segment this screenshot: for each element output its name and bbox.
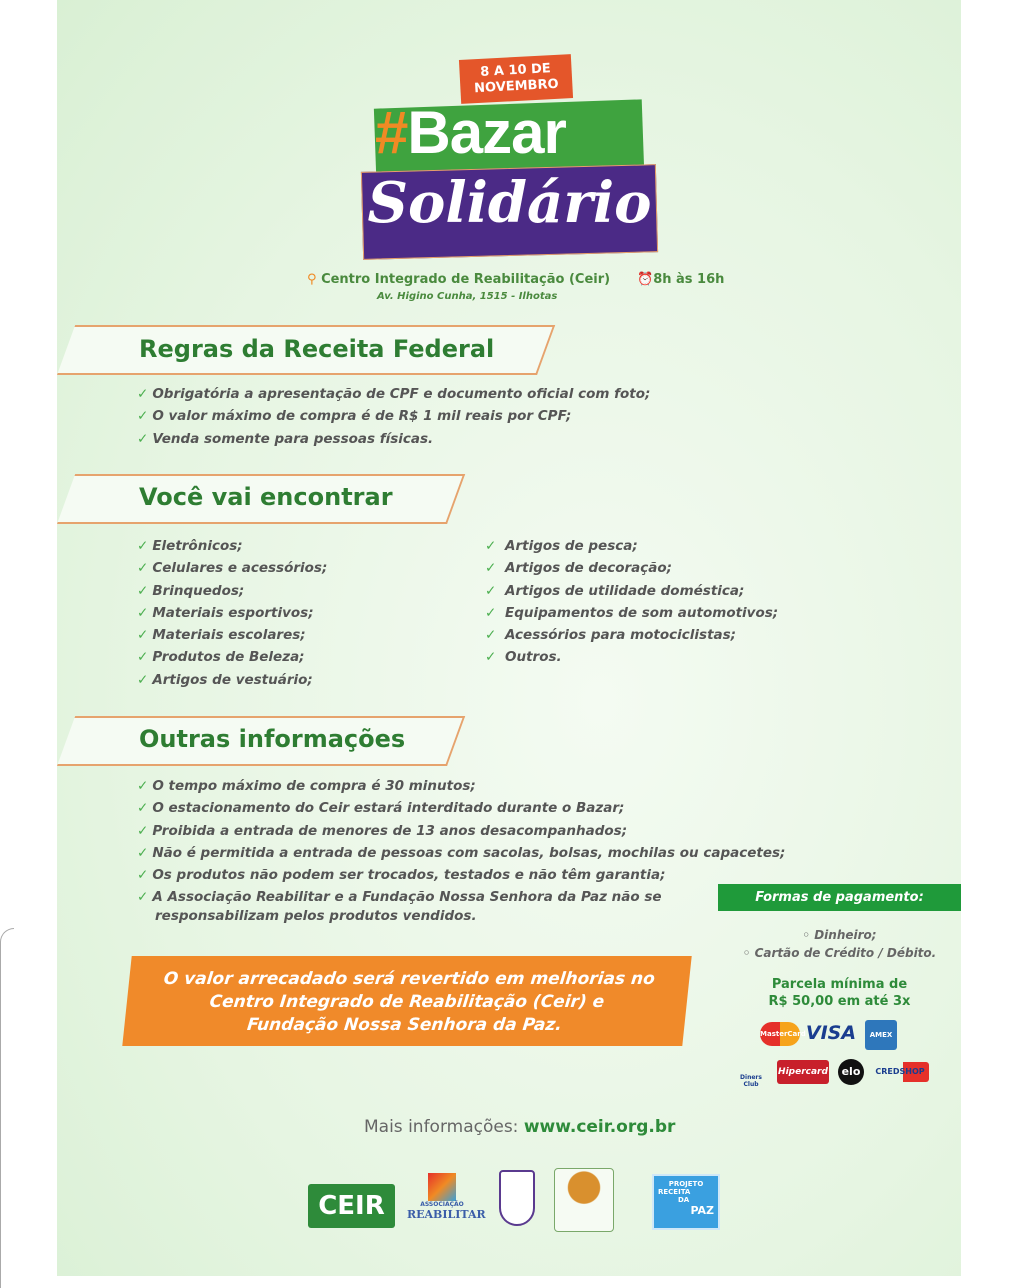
amex-logo: AMEX: [865, 1020, 897, 1050]
ceir-logo: CEIR: [308, 1184, 395, 1228]
check-icon: ✓: [137, 822, 149, 839]
list-item-text: Artigos de vestuário;: [152, 671, 313, 688]
rules-title: Regras da Receita Federal: [139, 335, 495, 363]
list-item: [485, 605, 778, 627]
payment-cash: ◦ Dinheiro;: [802, 928, 877, 942]
visa-logo: VISA: [805, 1022, 857, 1044]
check-icon: ✓: [137, 649, 149, 666]
check-icon: ✓: [137, 430, 149, 447]
check-icon: ✓: [485, 560, 497, 577]
payment-title: Formas de pagamento:: [718, 884, 961, 911]
check-icon: ✓: [137, 627, 149, 644]
other-list: [137, 778, 785, 931]
location-pin-icon: ⚲: [307, 272, 317, 287]
hours-text: 8h às 16h: [653, 272, 725, 287]
more-info: Mais informações: www.ceir.org.br: [364, 1117, 676, 1137]
check-icon: ✓: [137, 889, 149, 906]
event-date: 8 A 10 DE NOVEMBRO: [459, 54, 573, 104]
check-icon: ✓: [485, 582, 497, 599]
location-text: Centro Integrado de Reabilitação (Ceir): [321, 272, 611, 287]
diners-logo: Diners Club: [740, 1074, 762, 1088]
list-item-text: Artigos de pesca;: [505, 538, 638, 554]
list-item-text: O valor máximo de compra é de R$ 1 mil reais por CPF;: [152, 408, 572, 425]
location: [307, 272, 610, 287]
list-item: [137, 778, 785, 800]
find-list-left: [137, 538, 327, 694]
check-icon: ✓: [137, 538, 149, 554]
solidario-title: Solidário: [367, 170, 652, 236]
check-icon: ✓: [137, 671, 149, 688]
list-item-text: Artigos de decoração;: [505, 560, 673, 577]
bazar-poster: [57, 0, 961, 1276]
projeto-receita-da-paz-logo: PROJETO RECEITA DA PAZ: [652, 1174, 720, 1230]
list-item: [137, 408, 650, 430]
list-item: [137, 845, 785, 867]
check-icon: ✓: [137, 800, 149, 817]
find-list-right: [485, 538, 778, 672]
list-item-text: Não é permitida a entrada de pessoas com sacolas, bolsas, mochilas ou capacetes;: [152, 844, 786, 861]
list-item: [137, 800, 785, 822]
other-title: Outras informações: [139, 725, 406, 753]
list-item: [137, 386, 650, 408]
revenue-banner: O valor arrecadado será revertido em melhorias no Centro Integrado de Reabilitação (Ceir) e Fundação Nossa Senhora da Paz.: [122, 956, 691, 1046]
list-item-text: Venda somente para pessoas físicas.: [152, 430, 434, 447]
check-icon: ✓: [485, 538, 497, 554]
list-item: [485, 583, 778, 605]
list-item: [485, 560, 778, 582]
list-item-text: A Associação Reabilitar e a Fundação Nossa Senhora da Paz não se: [152, 889, 662, 906]
check-icon: ✓: [137, 560, 149, 577]
list-item: [137, 538, 327, 560]
credshop-logo: CREDSHOP: [871, 1062, 929, 1082]
list-item: [485, 627, 778, 649]
list-item-text: Brinquedos;: [152, 582, 245, 599]
list-item-text: Artigos de utilidade doméstica;: [505, 582, 745, 599]
list-item-text: responsabilizam pelos produtos vendidos.: [155, 908, 477, 925]
list-item: [137, 583, 327, 605]
list-item-text: Obrigatória a apresentação de CPF e documento oficial com foto;: [152, 386, 651, 402]
website-link[interactable]: www.ceir.org.br: [523, 1117, 676, 1137]
bazar-word: Bazar: [407, 99, 566, 166]
list-item-text: Produtos de Beleza;: [152, 649, 305, 666]
list-item: [137, 605, 327, 627]
hash: #: [375, 99, 408, 166]
list-item-text: Acessórios para motociclistas;: [505, 627, 737, 644]
list-item-text: Materiais esportivos;: [152, 604, 314, 621]
check-icon: ✓: [137, 867, 149, 884]
list-item: [137, 627, 327, 649]
list-item-text: Celulares e acessórios;: [152, 560, 328, 577]
list-item-text: O estacionamento do Ceir estará interditado durante o Bazar;: [152, 800, 625, 817]
list-item-text: Equipamentos de som automotivos;: [505, 604, 779, 621]
check-icon: ✓: [137, 386, 149, 402]
check-icon: ✓: [137, 778, 149, 794]
list-item: [485, 649, 778, 671]
payment-card: ◦ Cartão de Crédito / Débito.: [742, 946, 937, 960]
list-item: [137, 867, 785, 889]
hipercard-logo: Hipercard: [777, 1060, 829, 1084]
rules-list: [137, 386, 650, 453]
list-item-text: Outros.: [505, 649, 562, 666]
installments: Parcela mínima de R$ 50,00 em até 3x: [768, 977, 911, 1009]
list-item-text: O tempo máximo de compra é 30 minutos;: [152, 778, 476, 794]
bazar-title: [375, 98, 665, 167]
clock-icon: ⏰: [637, 272, 654, 287]
check-icon: ✓: [137, 408, 149, 425]
list-item-text: Materiais escolares;: [152, 627, 306, 644]
address: Av. Higino Cunha, 1515 - Ilhotas: [377, 291, 558, 302]
hours: [637, 272, 724, 287]
list-item: [137, 431, 650, 453]
check-icon: ✓: [485, 649, 497, 666]
list-item-text: Proibida a entrada de menores de 13 anos desacompanhados;: [152, 822, 628, 839]
list-item: [137, 908, 785, 930]
list-item: [137, 823, 785, 845]
list-item-text: Eletrônicos;: [152, 538, 243, 554]
fundacao-crest-logo: [499, 1170, 535, 1226]
reabilitar-logo: ASSOCIAÇÃO REABILITAR: [407, 1173, 477, 1229]
find-title: Você vai encontrar: [139, 483, 393, 511]
check-icon: ✓: [137, 604, 149, 621]
list-item: [137, 889, 785, 908]
check-icon: ✓: [137, 582, 149, 599]
elo-logo: elo: [838, 1059, 864, 1085]
list-item: [137, 649, 327, 671]
check-icon: ✓: [485, 604, 497, 621]
leao-amigo-logo: [554, 1168, 614, 1232]
list-item: [485, 538, 778, 560]
mastercard-logo: MasterCard: [760, 1022, 800, 1046]
list-item: [137, 560, 327, 582]
phone-frame-edge: [0, 928, 14, 1288]
check-icon: ✓: [485, 627, 497, 644]
list-item-text: Os produtos não podem ser trocados, testados e não têm garantia;: [152, 867, 666, 884]
list-item: [137, 672, 327, 694]
check-icon: ✓: [137, 844, 149, 861]
